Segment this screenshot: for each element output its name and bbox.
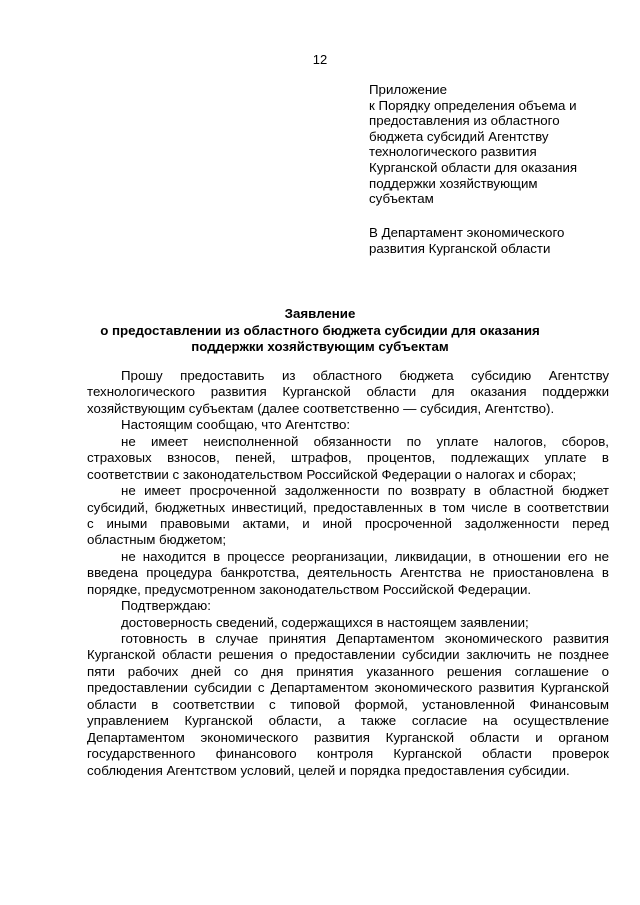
appendix-line: Приложение xyxy=(369,82,447,97)
body-line: не находится в процессе реорганизации, ликвидации, в отношении его не xyxy=(121,548,609,564)
body-line: соблюдения Агентством условий, целей и порядка предоставления субсидии. xyxy=(87,762,570,778)
body-line: хозяйствующим субъектам (далее соответственно — субсидия, Агентство). xyxy=(87,400,555,416)
body-line: не имеет неисполненной обязанности по уплате налогов, сборов, xyxy=(121,433,609,449)
appendix-line: поддержки хозяйствующим xyxy=(369,175,538,191)
body-line: Настоящим сообщаю, что Агентство: xyxy=(121,417,351,433)
body-line: готовность в случае принятия Департаментом экономического развития xyxy=(121,631,609,646)
appendix-line: технологического развития xyxy=(369,144,537,160)
body-line: субсидий, бюджетных инвестиций, предоставленных в том числе в соответствии xyxy=(87,499,609,515)
body-line: Подтверждаю: xyxy=(121,598,211,614)
title-line: поддержки хозяйствующим субъектам xyxy=(191,339,449,354)
body-line: страховых взносов, пеней, штрафов, процентов, подлежащих уплате в xyxy=(87,450,609,466)
body-line: с иными правовыми актами, и иной просроченной задолженности перед xyxy=(87,515,609,531)
body-line: пяти рабочих дней со дня принятия указанного решения соглашение о xyxy=(87,663,609,679)
appendix-line: к Порядку определения объема и xyxy=(369,97,577,113)
page-number: 12 xyxy=(312,52,328,67)
title-line: Заявление xyxy=(284,306,356,321)
body-line: области в соответствии с типовой формой, установленной Финансовым xyxy=(87,696,609,712)
body-line: введена процедура банкротства, деятельность Агентства не приостановлена в xyxy=(87,565,609,581)
body-line: Курганской области решения о предоставлении субсидии заключить не позднее xyxy=(87,647,609,663)
addressee-line: В Департамент экономического xyxy=(369,225,565,240)
addressee-block xyxy=(369,225,619,256)
addressee-line: развития Курганской области xyxy=(369,240,551,256)
title-line: о предоставлении из областного бюджета субсидии для оказания xyxy=(100,322,540,338)
body-line: Департаментом экономического развития Курганской области и органом xyxy=(87,729,609,745)
body-line: технологического развития Курганской области для оказания поддержки xyxy=(87,384,609,400)
body-line: соответствии с законодательством Российской Федерации о налогах и сборах; xyxy=(87,466,577,482)
appendix-line: субъектам xyxy=(369,191,434,207)
appendix-line: бюджета субсидий Агентству xyxy=(369,128,549,144)
body-line: предоставлении субсидии с Департаментом экономического развития Курганской xyxy=(87,680,609,696)
body-line: не имеет просроченной задолженности по возврату в областной бюджет xyxy=(121,483,609,499)
body-line: Прошу предоставить из областного бюджета субсидию Агентству xyxy=(121,368,609,383)
body-line: порядке, предусмотренном законодательством Российской Федерации. xyxy=(87,581,532,597)
appendix-line: Курганской области для оказания xyxy=(369,159,578,175)
appendix-block xyxy=(369,82,619,207)
document-body xyxy=(87,368,609,779)
body-line: управлением Курганской области, а также согласие на осуществление xyxy=(87,713,609,729)
document-title xyxy=(0,306,640,356)
body-line: достоверность сведений, содержащихся в настоящем заявлении; xyxy=(121,614,529,630)
body-line: областным бюджетом; xyxy=(87,532,227,548)
appendix-line: предоставления из областного xyxy=(369,113,560,129)
body-line: государственного финансового контроля Курганской области проверок xyxy=(87,746,609,762)
